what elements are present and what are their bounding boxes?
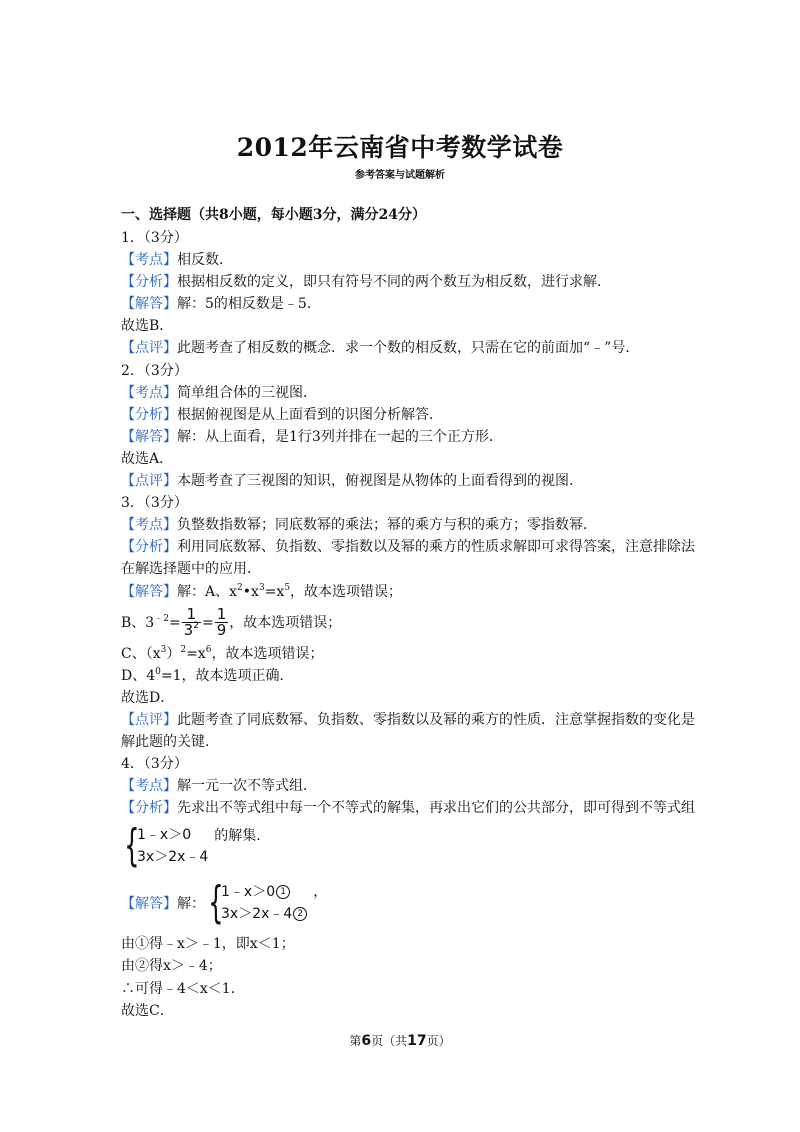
q4-choice: 故选C．	[121, 1002, 174, 1019]
q4-number: 4．（3分）	[121, 756, 188, 773]
jieda-tag: 【解答】	[121, 428, 177, 445]
q4-step-3: ∴可得﹣4＜x＜1．	[121, 980, 245, 997]
q3-b-den1-exp: 2	[193, 621, 199, 632]
q3-c-exp1: 3	[160, 644, 167, 655]
q4-fenxi-text-2: 的解集．	[214, 828, 271, 845]
kaodian-tag: 【考点】	[121, 517, 177, 534]
q1-dianping-text: 此题考查了相反数的概念．求一个数的相反数，只需在它的前面加“﹣”号．	[177, 340, 640, 357]
q3-b-fraction-1	[182, 607, 201, 638]
q4-ineq-2: 3x＞2x﹣4	[137, 849, 209, 866]
q2-jieda-text: 解：从上面看，是1行3列并排在一起的三个正方形．	[177, 428, 503, 445]
q2-choice: 故选A．	[121, 450, 174, 467]
q4-kaodian-text: 解一元一次不等式组．	[177, 778, 317, 795]
document-body	[121, 203, 695, 1022]
dianping-tag: 【点评】	[121, 473, 177, 490]
q3-kaodian	[121, 514, 681, 536]
q1-jieda-text: 解：5的相反数是﹣5．	[177, 296, 321, 313]
q3-dianping-line1	[121, 709, 695, 731]
q3-a-eq: =x	[264, 583, 285, 600]
q3-c-eq: =x	[186, 645, 206, 662]
kaodian-tag: 【考点】	[121, 778, 177, 795]
q4-jieda-ineq-1	[221, 881, 307, 903]
q3-b-tail: ，故本选项错误；	[229, 614, 342, 631]
q1-choice: 故选B．	[121, 318, 174, 335]
q1-number: 1．（3分）	[121, 230, 188, 246]
circled-number-2: 2	[293, 907, 307, 921]
q3-b-den2: 9	[216, 621, 227, 640]
q3-fenxi-text-1: 利用同底数幂、负指数、零指数以及幂的乘方的性质求解即可求得答案，注意排除法	[177, 539, 695, 556]
q4-kaodian	[121, 775, 681, 797]
q1-kaodian-text: 相反数．	[177, 252, 233, 269]
q1-fenxi	[121, 271, 681, 293]
q3-b-prefix: B、3	[121, 614, 155, 631]
q3-jieda-d	[121, 665, 681, 687]
q1-jieda	[121, 293, 681, 315]
q3-b-eq2: =	[201, 614, 214, 631]
q2-jieda	[121, 426, 681, 448]
q3-number: 3．（3分）	[121, 495, 188, 512]
q2-dianping	[121, 470, 681, 492]
q4-jieda-suffix: ，	[313, 884, 328, 901]
q4-inequalities	[137, 824, 208, 868]
q3-jieda-prefix: 解：A、	[177, 583, 230, 600]
page-footer	[0, 1032, 800, 1049]
q1-dianping	[121, 337, 681, 359]
q3-a-base2: x	[251, 583, 259, 600]
q3-a-exp1: 2	[237, 582, 243, 593]
q4-ineq-1: 1﹣x＞0	[137, 827, 192, 844]
q3-fenxi-line2: 在解选择题中的应用．	[121, 561, 261, 578]
q2-fenxi-text: 根据俯视图是从上面看到的识图分析解答．	[177, 406, 443, 423]
q3-a-exp2: 3	[258, 582, 265, 593]
q4-inequality-system	[121, 820, 209, 872]
q3-c-exp2: 2	[180, 644, 187, 655]
q4-jieda-system	[205, 877, 307, 929]
fenxi-tag: 【分析】	[121, 274, 177, 291]
q3-d-prefix: D、4	[121, 667, 156, 684]
q3-d-exp: 0	[155, 666, 161, 677]
jieda-tag: 【解答】	[121, 583, 177, 600]
q3-fenxi-line1	[121, 536, 695, 558]
q3-c-exp3: 6	[205, 644, 212, 655]
q3-b-num2: 1	[216, 605, 227, 624]
fenxi-tag: 【分析】	[121, 539, 177, 556]
fenxi-tag: 【分析】	[121, 800, 177, 817]
q3-dianping-line2: 解此题的关键．	[121, 733, 219, 750]
q2-fenxi	[121, 404, 681, 426]
circled-number-1: 1	[276, 885, 290, 899]
page-title: 2012年云南省中考数学试卷	[236, 133, 564, 162]
q2-dianping-text: 本题考查了三视图的知识，俯视图是从物体的上面看得到的视图．	[177, 473, 583, 490]
q4-jieda-ineq-2	[221, 903, 307, 925]
q3-jieda-b	[121, 603, 681, 643]
q3-c-mid: ）	[166, 645, 181, 662]
q3-a-exp3: 5	[284, 582, 291, 593]
jieda-tag: 【解答】	[121, 896, 177, 913]
q3-c-prefix: C、（x	[121, 645, 161, 662]
q3-b-num1: 1	[182, 607, 201, 623]
q4-fenxi-text-1: 先求出不等式组中每一个不等式的解集，再求出它们的公共部分，即可得到不等式组	[177, 800, 695, 817]
q4-jieda-row	[121, 873, 681, 933]
footer-prefix: 第	[349, 1034, 362, 1048]
q4-jieda-prefix: 解：	[177, 896, 205, 913]
fenxi-tag: 【分析】	[121, 406, 177, 423]
q3-a-base: x	[229, 583, 238, 600]
footer-suffix: 页）	[426, 1034, 451, 1048]
q3-dianping-text-1: 此题考查了同底数幂、负指数、零指数以及幂的乘方的性质．注意掌握指数的变化是	[177, 711, 695, 728]
left-brace-icon: {	[124, 820, 140, 872]
q3-jieda-a	[121, 581, 681, 603]
q3-kaodian-text: 负整数指数幂；同底数幂的乘法；幂的乘方与积的乘方；零指数幂．	[177, 517, 597, 534]
q4-jieda-ineq-1-text: 1﹣x＞0	[221, 884, 276, 901]
q2-number: 2．（3分）	[121, 362, 188, 379]
footer-mid: 页（共	[371, 1034, 408, 1048]
q3-choice: 故选D．	[121, 689, 175, 706]
q3-d-tail: =1，故本选项正确．	[160, 667, 294, 684]
q1-fenxi-text: 根据相反数的定义，即只有符号不同的两个数互为相反数，进行求解．	[177, 274, 611, 291]
footer-page-number: 6	[361, 1033, 372, 1049]
q3-b-den1-base: 3	[183, 621, 194, 640]
q4-fenxi-line1	[121, 797, 695, 819]
footer-total-pages: 17	[407, 1033, 427, 1049]
kaodian-tag: 【考点】	[121, 252, 177, 269]
page-subtitle: 参考答案与试题解析	[355, 170, 445, 181]
q3-b-eq1: =	[168, 614, 181, 631]
q4-fenxi-system-row	[121, 819, 681, 873]
q4-step-2: 由②得x＞﹣4；	[121, 958, 222, 975]
section-heading: 一、选择题（共8小题，每小题3分，满分24分）	[121, 207, 426, 223]
q1-kaodian	[121, 249, 681, 271]
q3-b-den1	[182, 623, 201, 638]
q4-jieda-inequalities	[221, 881, 307, 925]
dianping-tag: 【点评】	[121, 711, 177, 728]
kaodian-tag: 【考点】	[121, 384, 177, 401]
q3-a-tail: ，故本选项错误；	[290, 583, 403, 600]
q3-c-tail: ，故本选项错误；	[211, 645, 324, 662]
q3-a-dot: •	[242, 583, 252, 600]
q4-step-1: 由①得﹣x＞﹣1，即x＜1；	[121, 936, 295, 953]
q2-kaodian-text: 简单组合体的三视图．	[177, 384, 317, 401]
q3-jieda-c	[121, 643, 681, 665]
q2-kaodian	[121, 382, 681, 404]
dianping-tag: 【点评】	[121, 340, 177, 357]
q3-b-fraction-2	[215, 607, 229, 638]
left-brace-icon: {	[208, 877, 224, 929]
q3-b-exp: ﹣2	[154, 613, 169, 624]
q4-jieda-ineq-2-text: 3x＞2x﹣4	[221, 906, 293, 923]
jieda-tag: 【解答】	[121, 296, 177, 313]
